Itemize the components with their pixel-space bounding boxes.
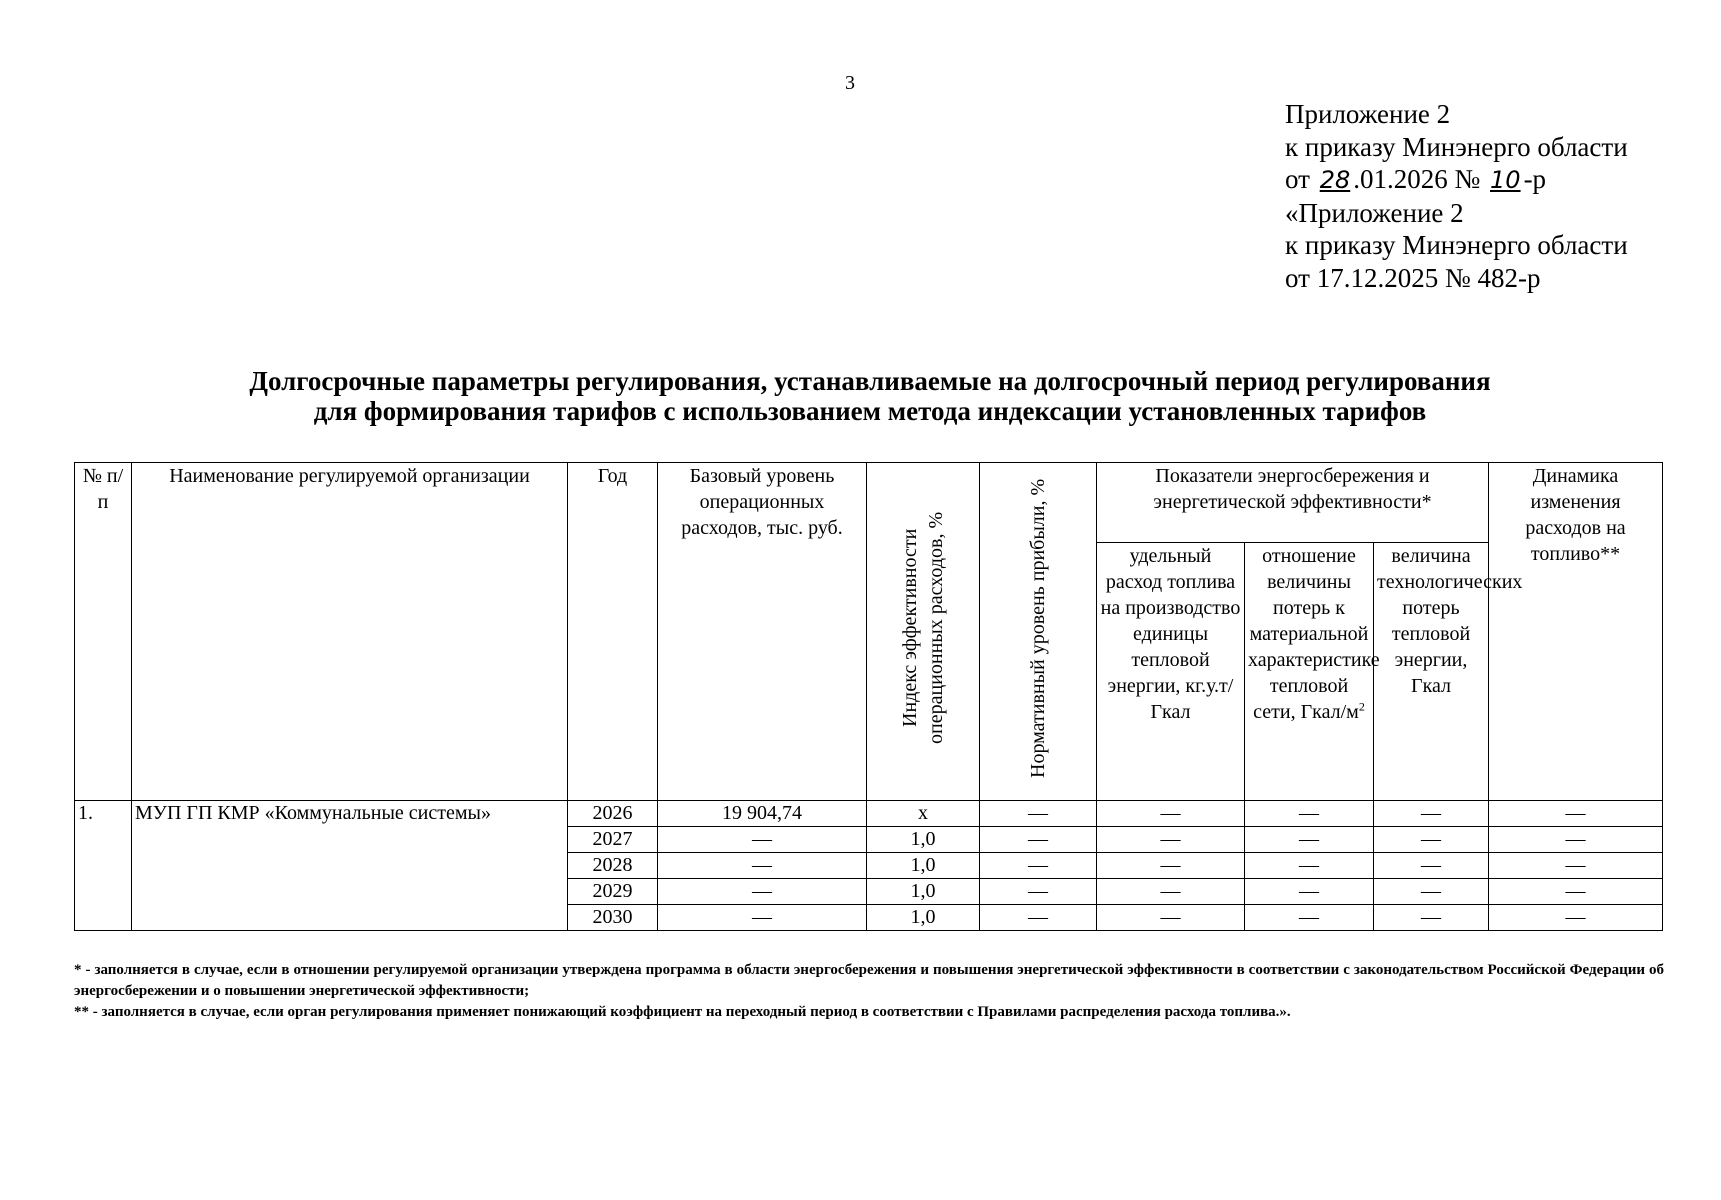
cell-loss-ratio: —: [1245, 827, 1374, 853]
cell-year: 2030: [568, 905, 658, 931]
cell-loss-ratio: —: [1245, 853, 1374, 879]
cell-loss-ratio: —: [1245, 905, 1374, 931]
cell-dynamics: —: [1489, 827, 1663, 853]
header-org-name: Наименование регулируемой организации: [132, 463, 568, 801]
appendix-line-1: Приложение 2: [1285, 99, 1451, 129]
header-tech-losses: величина технологических потерь тепловой энергии, Гкал: [1374, 543, 1489, 801]
appendix-order-suffix: -р: [1523, 164, 1547, 194]
cell-fuel: —: [1097, 801, 1245, 827]
header-fuel-consumption: удельный расход топлива на производство единицы тепловой энергии, кг.у.т/Гкал: [1097, 543, 1245, 801]
cell-base: —: [658, 827, 867, 853]
header-loss-ratio: отношение величины потерь к материальной характеристике тепловой сети, Гкал/$м^2$: [1245, 543, 1374, 801]
cell-index: х: [867, 801, 980, 827]
page-number: 3: [845, 72, 855, 94]
title-line-2: для формирования тарифов с использованием метода индексации установленных тарифов: [313, 396, 1427, 426]
cell-year: 2026: [568, 801, 658, 827]
cell-base: —: [658, 905, 867, 931]
cell-loss-ratio: —: [1245, 879, 1374, 905]
appendix-line-3: [1285, 163, 1628, 197]
cell-year: 2028: [568, 853, 658, 879]
cell-index: 1,0: [867, 905, 980, 931]
cell-index: 1,0: [867, 879, 980, 905]
header-energy-group: Показатели энергосбережения и энергетической эффективности*: [1097, 463, 1489, 543]
parameters-table: [74, 462, 1663, 931]
cell-year: 2029: [568, 879, 658, 905]
cell-base: 19 904,74: [658, 801, 867, 827]
header-year: Год: [568, 463, 658, 801]
cell-fuel: —: [1097, 827, 1245, 853]
title-line-1: Долгосрочные параметры регулирования, устанавливаемые на долгосрочный период регулирования: [249, 366, 1491, 396]
cell-profit: —: [980, 853, 1097, 879]
cell-dynamics: —: [1489, 853, 1663, 879]
table-row: [75, 801, 1663, 827]
appendix-block: [1285, 98, 1628, 294]
appendix-line-4: «Приложение 2: [1285, 197, 1464, 228]
cell-profit: —: [980, 905, 1097, 931]
footnote-1: * - заполняется в случае, если в отношении регулируемой организации утверждена программа в области энергосбережения и повышения энергетической эффективности в соответствии с законодательством Российской Федерации об энергосбережении и о повышении энергетической эффективности;: [74, 962, 1664, 999]
handwritten-order-number: 10: [1490, 166, 1521, 194]
appendix-line-6: от 17.12.2025 № 482-р: [1285, 262, 1541, 293]
row-number: 1.: [75, 801, 132, 931]
cell-base: —: [658, 853, 867, 879]
header-num: № п/п: [75, 463, 132, 801]
cell-year: 2027: [568, 827, 658, 853]
cell-dynamics: —: [1489, 879, 1663, 905]
header-profit-level: Нормативный уровень прибыли, %: [980, 463, 1097, 801]
appendix-line-2: к приказу Минэнерго области: [1285, 131, 1628, 162]
header-base-level: Базовый уровень операционных расходов, тыс. руб.: [658, 463, 867, 801]
cell-tech-loss: —: [1374, 905, 1489, 931]
cell-profit: —: [980, 879, 1097, 905]
cell-loss-ratio: —: [1245, 801, 1374, 827]
cell-fuel: —: [1097, 853, 1245, 879]
cell-fuel: —: [1097, 905, 1245, 931]
header-efficiency-index: Индекс эффективности операционных расходов, %: [867, 463, 980, 801]
cell-index: 1,0: [867, 827, 980, 853]
appendix-date-prefix: от: [1285, 164, 1310, 194]
cell-fuel: —: [1097, 879, 1245, 905]
cell-profit: —: [980, 801, 1097, 827]
cell-dynamics: —: [1489, 801, 1663, 827]
cell-tech-loss: —: [1374, 827, 1489, 853]
org-name: МУП ГП КМР «Коммунальные системы»: [132, 801, 568, 931]
cell-base: —: [658, 879, 867, 905]
cell-tech-loss: —: [1374, 879, 1489, 905]
handwritten-day: 28: [1319, 166, 1351, 194]
cell-index: 1,0: [867, 853, 980, 879]
footnotes: [74, 960, 1664, 1023]
appendix-line-5: к приказу Минэнерго области: [1285, 230, 1628, 260]
document-title: [140, 366, 1600, 426]
appendix-date-mid: .01.2026 №: [1353, 164, 1481, 194]
cell-profit: —: [980, 827, 1097, 853]
cell-dynamics: —: [1489, 905, 1663, 931]
header-fuel-dynamics: Динамика изменения расходов на топливо**: [1489, 463, 1663, 801]
footnote-2: ** - заполняется в случае, если орган регулирования применяет понижающий коэффициент на переходный период в соответствии с Правилами распределения расхода топлива.».: [74, 1004, 1291, 1020]
cell-tech-loss: —: [1374, 801, 1489, 827]
cell-tech-loss: —: [1374, 853, 1489, 879]
